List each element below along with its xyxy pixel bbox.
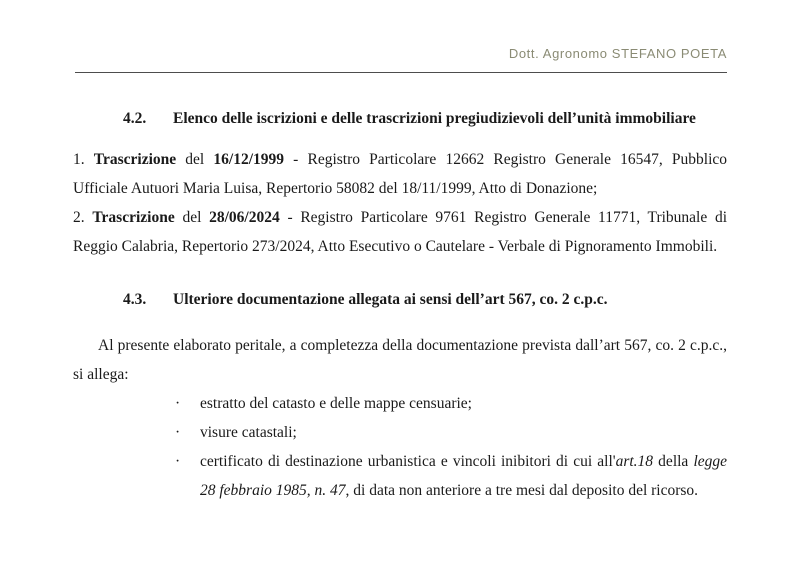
intro-paragraph: Al presente elaborato peritale, a completezza della documentazione prevista dall’art 567, co. 2 c.p.c., si allega: [73,337,727,383]
bullet-marker: · [175,395,181,412]
list-item-text: visure catastali; [200,424,297,441]
section-number-4-3: 4.3. [123,291,147,308]
bullet-marker: · [175,424,181,441]
list-item-estratto-catasto [73,389,727,418]
list-item-text: certificato di destinazione urbanistica e vincoli inibitori di cui all'art.18 della legge 28 febbraio 1985, n. 47, di data non anteriore a tre mesi dal deposito del ricorso. [200,453,728,499]
section-title-4-2: Elenco delle iscrizioni e delle trascrizioni pregiudizievoli dell’unità immobiliare [173,110,696,127]
bullet-marker: · [175,453,181,470]
section-heading-4-3 [73,285,727,314]
trascrizione-entry-2: 2. Trascrizione del 28/06/2024 - Registro Particolare 9761 Registro Generale 11771, Tribunale di Reggio Calabria, Repertorio 273/2024, Atto Esecutivo o Cautelare - Verbale di Pignoramento Immobili. [73,209,728,255]
author-header: Dott. Agronomo STEFANO POETA [508,46,727,61]
attachment-list [73,389,727,505]
list-item-visure-catastali [73,418,727,447]
list-item-certificato-urbanistica [73,447,727,505]
section-title-4-3: Ulteriore documentazione allegata ai sensi dell’art 567, co. 2 c.p.c. [173,291,608,308]
section-number-4-2: 4.2. [123,110,147,127]
document-content [73,104,727,505]
page-header [0,0,727,63]
section-heading-4-2 [73,104,727,133]
list-item-text: estratto del catasto e delle mappe censuarie; [200,395,472,412]
header-rule [75,72,727,73]
trascrizione-entry-1: 1. Trascrizione del 16/12/1999 - Registro Particolare 12662 Registro Generale 16547, Pubblico Ufficiale Autuori Maria Luisa, Repertorio 58082 del 18/11/1999, Atto di Donazione; [73,151,728,197]
